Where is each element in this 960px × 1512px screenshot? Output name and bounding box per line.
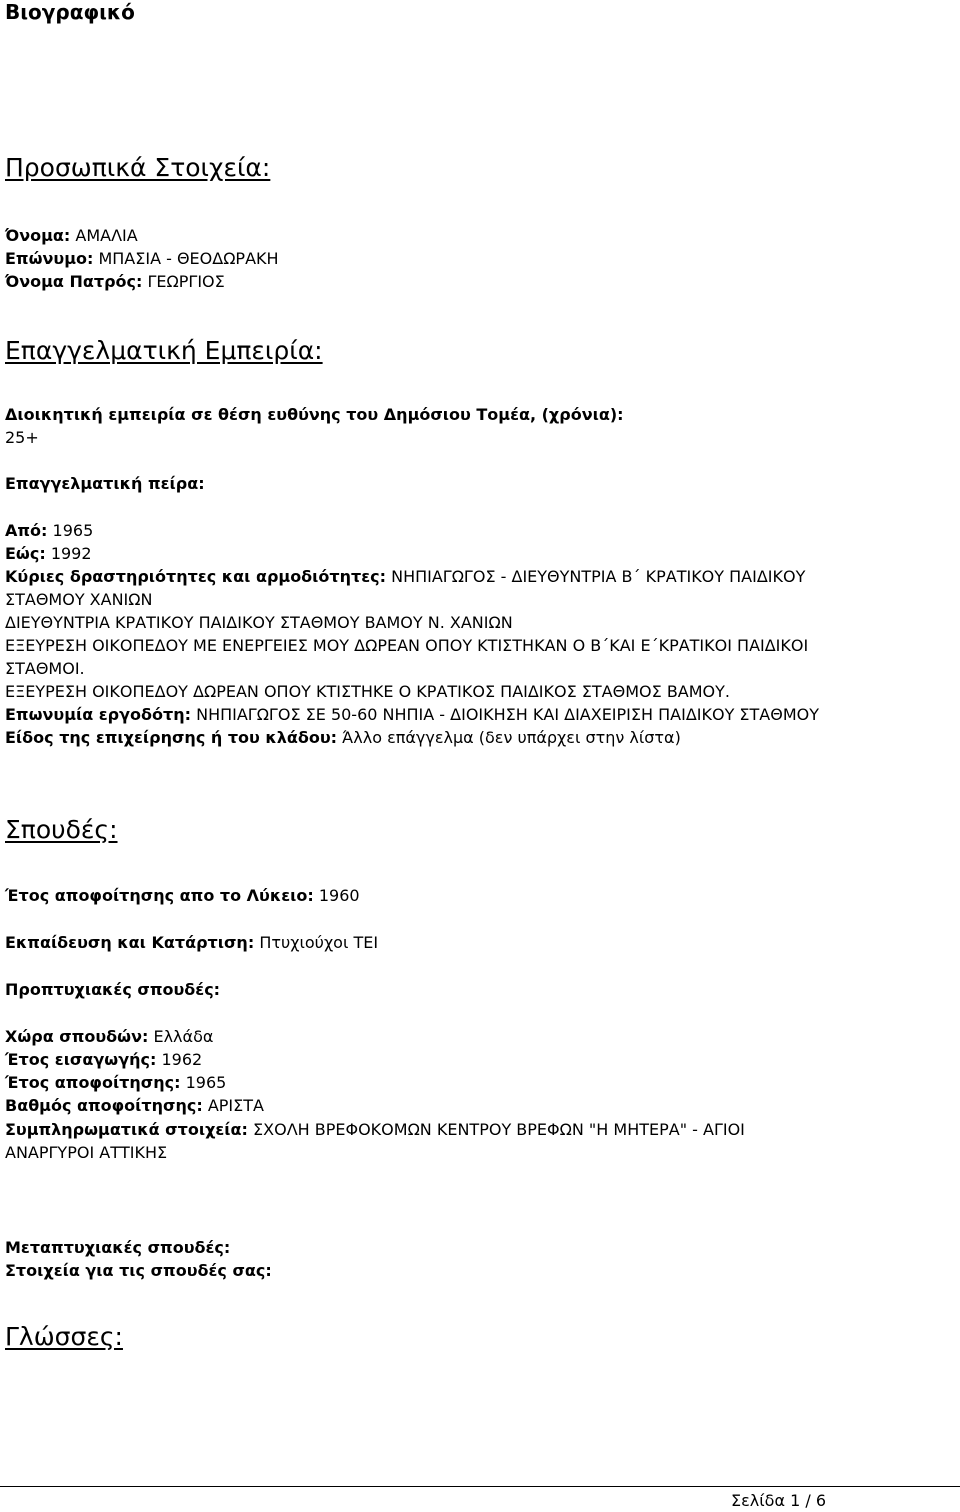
- employer-value: ΝΗΠΙΑΓΩΓΟΣ ΣΕ 50-60 ΝΗΠΙΑ - ΔΙΟΙΚΗΣΗ ΚΑΙ ΔΙΑΧΕΙΡΙΣΗ ΠΑΙΔΙΚΟΥ ΣΤΑΘΜΟΥ: [196, 705, 820, 724]
- training-row: [5, 931, 378, 954]
- personal-heading: Προσωπικά Στοιχεία:: [5, 153, 271, 182]
- extra-info-label: Συμπληρωματικά στοιχεία:: [5, 1120, 248, 1139]
- extra-info-row: [5, 1118, 745, 1141]
- from-label: Από:: [5, 521, 48, 540]
- undergrad-label: Προπτυχιακές σπουδές:: [5, 980, 221, 999]
- lyceum-label: Έτος αποφοίτησης απο το Λύκειο:: [5, 886, 314, 905]
- to-label: Εώς:: [5, 544, 46, 563]
- duties-line-4: ΕΞΕΥΡΕΣΗ ΟΙΚΟΠΕΔΟΥ ΜΕ ΕΝΕΡΓΕΙΕΣ ΜΟΥ ΔΩΡΕΑΝ ΟΠΟΥ ΚΤΙΣΤΗΚΑΝ Ο Β΄ΚΑΙ Ε΄ΚΡΑΤΙΚΟΙ ΠΑΙΔΙΚΟΙ: [5, 636, 809, 655]
- graduation-year-value: 1965: [185, 1073, 227, 1092]
- duties-line-2: ΣΤΑΘΜΟΥ ΧΑΝΙΩΝ: [5, 590, 153, 609]
- entry-year-value: 1962: [161, 1050, 203, 1069]
- first-name-value: ΑΜΑΛΙΑ: [75, 226, 138, 245]
- admin-experience-label: Διοικητική εμπειρία σε θέση ευθύνης του Δημόσιου Τομέα, (χρόνια):: [5, 405, 624, 424]
- father-name-row: [5, 270, 225, 293]
- page-number: Σελίδα 1 / 6: [731, 1491, 826, 1510]
- lyceum-value: 1960: [318, 886, 360, 905]
- to-value: 1992: [50, 544, 92, 563]
- surname-value: ΜΠΑΣΙΑ - ΘΕΟΔΩΡΑΚΗ: [98, 249, 279, 268]
- training-value: Πτυχιούχοι ΤΕΙ: [259, 933, 379, 952]
- experience-heading: Επαγγελματική Εμπειρία:: [5, 336, 323, 365]
- employer-row: [5, 703, 819, 726]
- extra-info-line-2: ΑΝΑΡΓΥΡΟΙ ΑΤΤΙΚΗΣ: [5, 1143, 168, 1162]
- country-label: Χώρα σπουδών:: [5, 1027, 149, 1046]
- training-label: Εκπαίδευση και Κατάρτιση:: [5, 933, 255, 952]
- father-name-label: Όνομα Πατρός:: [5, 272, 143, 291]
- surname-label: Επώνυμο:: [5, 249, 94, 268]
- studies-heading: Σπουδές:: [5, 815, 118, 844]
- extra-info-line-1: ΣΧΟΛΗ ΒΡΕΦΟΚΟΜΩΝ ΚΕΝΤΡΟΥ ΒΡΕΦΩΝ "Η ΜΗΤΕΡΑ" - ΑΓΙΟΙ: [253, 1120, 745, 1139]
- duties-line-6: ΕΞΕΥΡΕΣΗ ΟΙΚΟΠΕΔΟΥ ΔΩΡΕΑΝ ΟΠΟΥ ΚΤΙΣΤΗΚΕ Ο ΚΡΑΤΙΚΟΣ ΠΑΙΔΙΚΟΣ ΣΤΑΘΜΟΣ ΒΑΜΟΥ.: [5, 682, 730, 701]
- document-title: Βιογραφικό: [5, 0, 135, 24]
- first-name-label: Όνομα:: [5, 226, 71, 245]
- grade-row: [5, 1094, 264, 1117]
- admin-experience-years: 25+: [5, 428, 39, 447]
- to-row: [5, 542, 92, 565]
- grade-value: ΑΡΙΣΤΑ: [207, 1096, 264, 1115]
- postgrad-label: Μεταπτυχιακές σπουδές:: [5, 1238, 231, 1257]
- duties-label: Κύριες δραστηριότητες και αρμοδιότητες:: [5, 567, 386, 586]
- from-value: 1965: [52, 521, 94, 540]
- duties-line-5: ΣΤΑΘΜΟΙ.: [5, 659, 85, 678]
- entry-year-row: [5, 1048, 202, 1071]
- footer-divider: [0, 1486, 960, 1487]
- lyceum-row: [5, 884, 360, 907]
- graduation-year-label: Έτος αποφοίτησης:: [5, 1073, 181, 1092]
- sector-label: Είδος της επιχείρησης ή του κλάδου:: [5, 728, 338, 747]
- surname-row: [5, 247, 279, 270]
- graduation-year-row: [5, 1071, 226, 1094]
- duties-line-3: ΔΙΕΥΘΥΝΤΡΙΑ ΚΡΑΤΙΚΟΥ ΠΑΙΔΙΚΟΥ ΣΤΑΘΜΟΥ ΒΑΜΟΥ Ν. ΧΑΝΙΩΝ: [5, 613, 513, 632]
- entry-year-label: Έτος εισαγωγής:: [5, 1050, 157, 1069]
- country-value: Ελλάδα: [153, 1027, 214, 1046]
- grade-label: Βαθμός αποφοίτησης:: [5, 1096, 203, 1115]
- duties-line-1: ΝΗΠΙΑΓΩΓΟΣ - ΔΙΕΥΘΥΝΤΡΙΑ Β΄ ΚΡΑΤΙΚΟΥ ΠΑΙΔΙΚΟΥ: [391, 567, 806, 586]
- study-details-label: Στοιχεία για τις σπουδές σας:: [5, 1261, 272, 1280]
- father-name-value: ΓΕΩΡΓΙΟΣ: [147, 272, 225, 291]
- sector-row: [5, 726, 681, 749]
- languages-heading: Γλώσσες:: [5, 1322, 123, 1351]
- employer-label: Επωνυμία εργοδότη:: [5, 705, 191, 724]
- sector-value: Άλλο επάγγελμα (δεν υπάρχει στην λίστα): [342, 728, 681, 747]
- duties-row: [5, 565, 805, 588]
- first-name-row: [5, 224, 138, 247]
- country-row: [5, 1025, 213, 1048]
- from-row: [5, 519, 93, 542]
- work-experience-label: Επαγγελματική πείρα:: [5, 474, 205, 493]
